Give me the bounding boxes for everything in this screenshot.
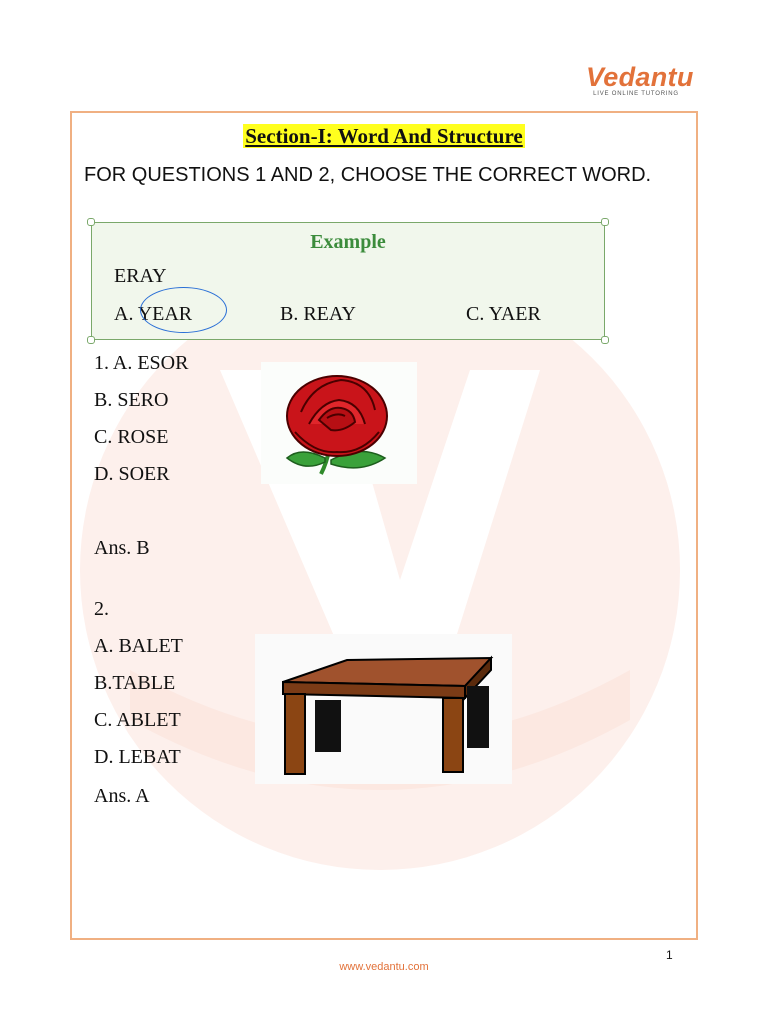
table-icon — [255, 634, 512, 784]
footer-url: www.vedantu.com — [339, 961, 429, 973]
example-option-b: B. REAY — [280, 303, 356, 325]
example-title: Example — [310, 231, 386, 253]
q1-option-b: B. SERO — [94, 389, 169, 411]
q2-option-b: B.TABLE — [94, 672, 176, 694]
section-title-text: Section-I: Word And Structure — [245, 124, 523, 148]
example-word: ERAY — [114, 265, 167, 287]
q2-option-c: C. ABLET — [94, 709, 181, 731]
logo-tagline: LIVE ONLINE TUTORING — [593, 91, 679, 97]
rose-icon — [261, 362, 417, 484]
instructions-text: FOR QUESTIONS 1 AND 2, CHOOSE THE CORRECT WORD. — [84, 164, 652, 186]
example-box — [91, 222, 605, 340]
q1-option-d: D. SOER — [94, 463, 170, 485]
logo-name: Vedantu — [586, 62, 694, 92]
vedantu-logo — [586, 62, 694, 97]
q1-answer: Ans. B — [94, 537, 150, 559]
corner-notch — [87, 336, 95, 344]
example-option-a: A. YEAR — [114, 303, 193, 325]
corner-notch — [601, 336, 609, 344]
q1-line: 1. A. ESOR — [94, 352, 189, 374]
q2-option-a: A. BALET — [94, 635, 183, 657]
example-option-c: C. YAER — [466, 303, 541, 325]
q1-option-c: C. ROSE — [94, 426, 169, 448]
section-title — [0, 124, 768, 149]
q2-number: 2. — [94, 598, 109, 620]
answer-circle-mark — [140, 287, 227, 333]
q2-option-d: D. LEBAT — [94, 746, 181, 768]
corner-notch — [601, 218, 609, 226]
page-number: 1 — [666, 948, 673, 962]
q2-answer: Ans. A — [94, 785, 150, 807]
corner-notch — [87, 218, 95, 226]
